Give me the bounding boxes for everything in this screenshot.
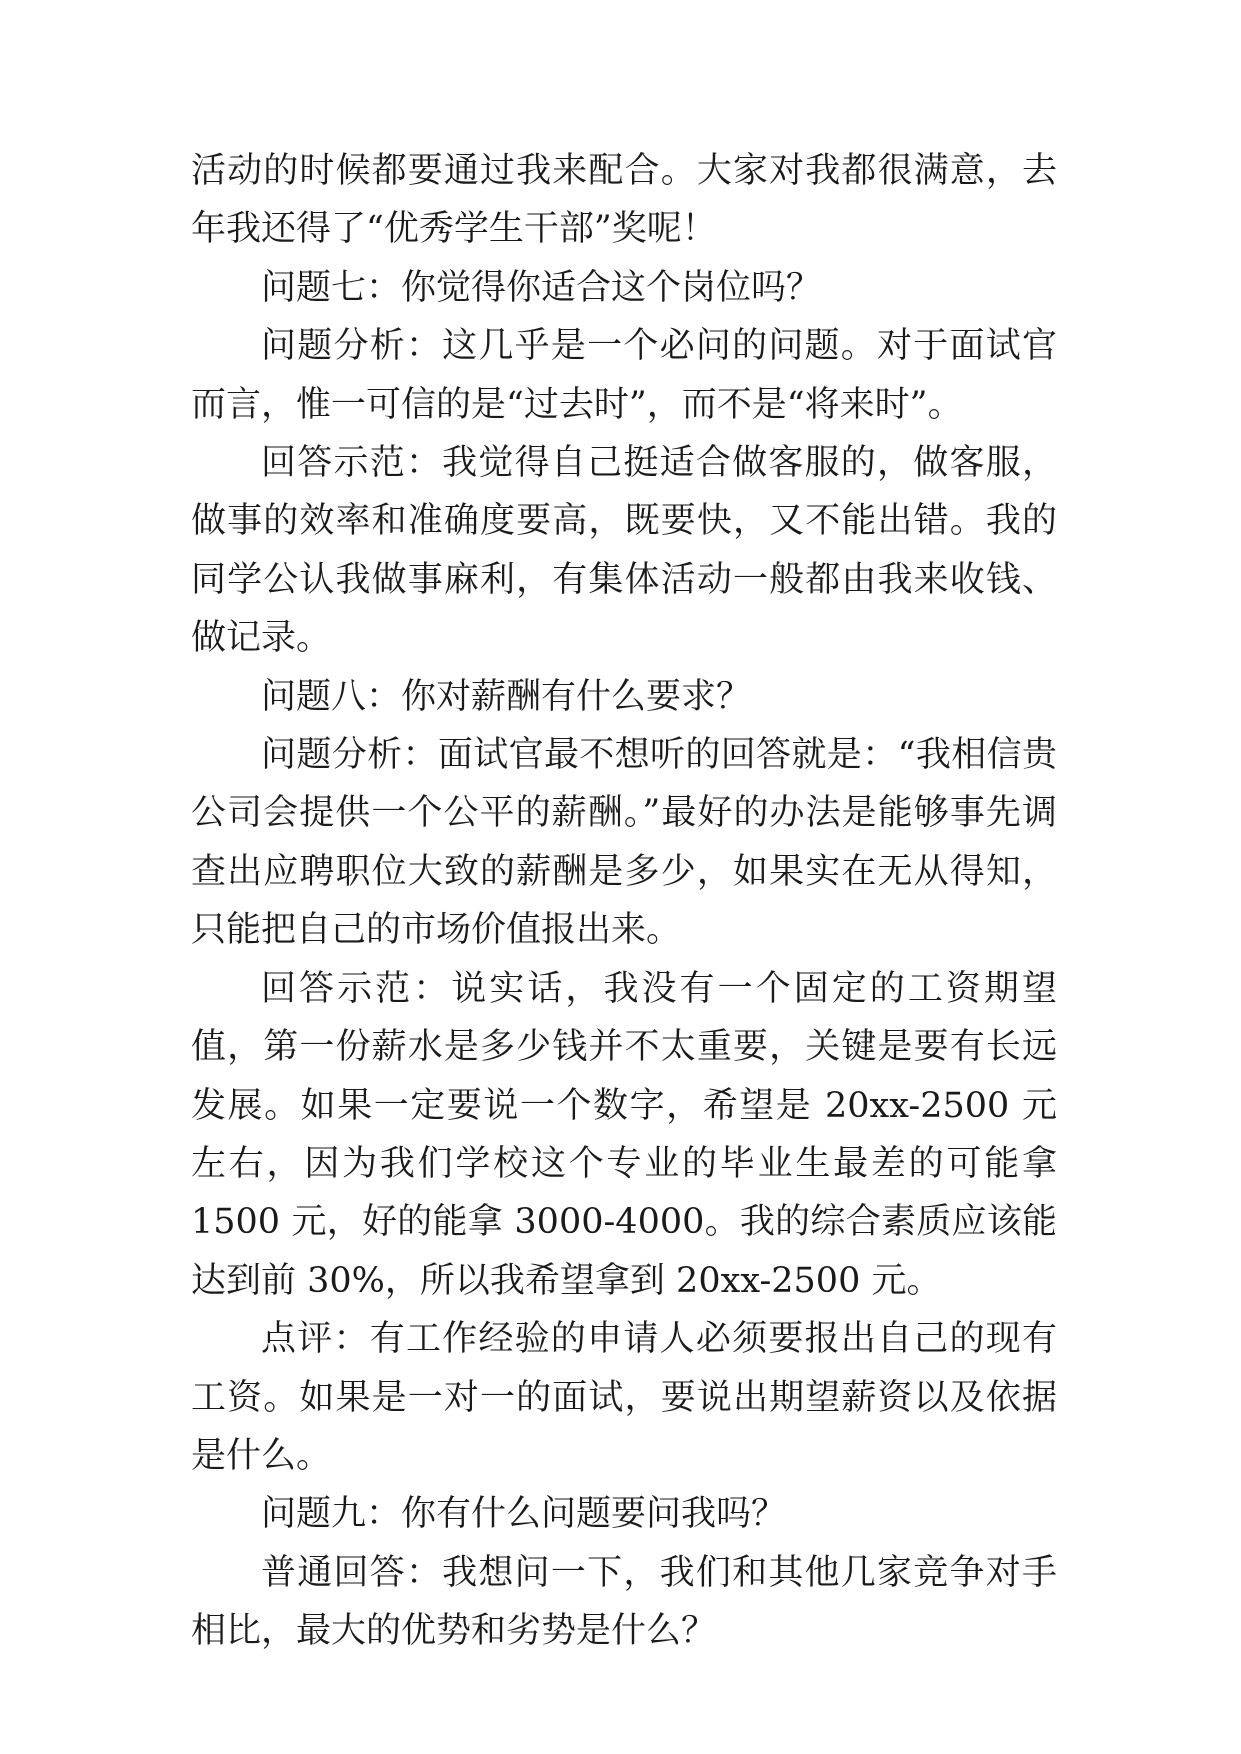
paragraph-question-9: 问题九：你有什么问题要问我吗？ [261,1494,787,1535]
paragraph-analysis-8: 问题分析：面试官最不想听的回答就是：“我相信贵公司会提供一个公平的薪酬。”最好的办法是能够事先调查出应聘职位大致的薪酬是多少，如果实在无从得知，只能把自己的市场价值报出来。 [191,735,1057,951]
paragraph-question-7: 问题七：你觉得你适合这个岗位吗？ [261,267,822,308]
paragraph-question-8: 问题八：你对薪酬有什么要求？ [261,676,752,717]
document-page [191,142,1057,1661]
paragraph-answer-9: 普通回答：我想问一下，我们和其他几家竞争对手相比，最大的优势和劣势是什么？ [191,1552,1057,1652]
paragraph-analysis-7: 问题分析：这几乎是一个必问的问题。对于面试官而言，惟一可信的是“过去时”，而不是“将来时”。 [191,326,1057,425]
paragraph-comment-8: 点评：有工作经验的申请人必须要报出自己的现有工资。如果是一对一的面试，要说出期望薪资以及依据是什么。 [191,1319,1057,1476]
paragraph-continuation: 活动的时候都要通过我来配合。大家对我都很满意，去年我还得了“优秀学生干部”奖呢！ [191,151,1057,250]
paragraph-answer-8: 回答示范：说实话，我没有一个固定的工资期望值，第一份薪水是多少钱并不太重要，关键是要有长远发展。如果一定要说一个数字，希望是 20xx-2500 元左右，因为我们学校这个专业的毕业生最差的可能拿 1500 元，好的能拿 3000-4000。我的综合素质应该能达到前 30%，所以我希望拿到 20xx-2500 元。 [191,968,1057,1301]
paragraph-answer-7: 回答示范：我觉得自己挺适合做客服的，做客服，做事的效率和准确度要高，既要快，又不能出错。我的同学公认我做事麻利，有集体活动一般都由我来收钱、做记录。 [191,443,1057,659]
